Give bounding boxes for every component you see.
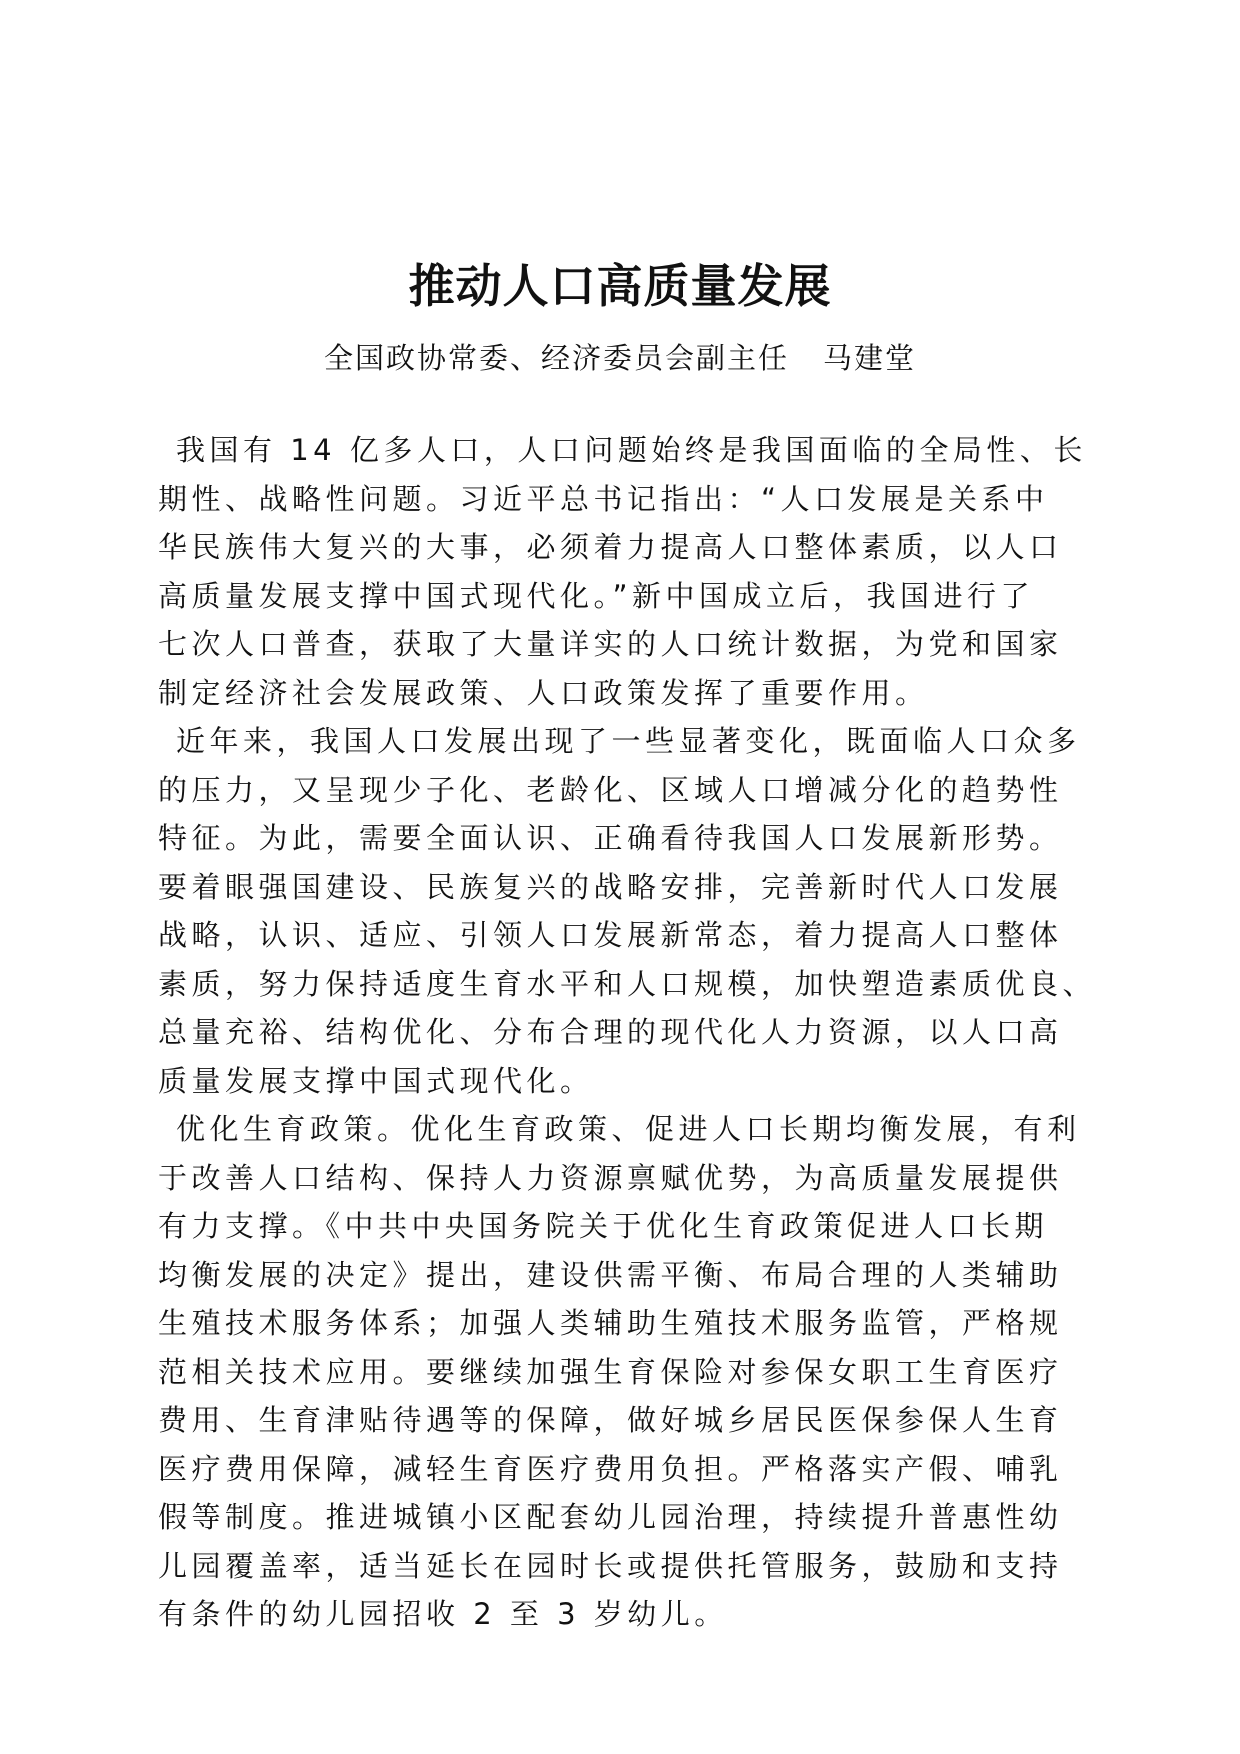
text-line: 生殖技术服务体系；加强人类辅助生殖技术服务监管，严格规	[158, 1306, 1063, 1340]
paragraph-1	[158, 426, 1087, 717]
paragraph-2	[158, 717, 1097, 1105]
text-line: 高质量发展支撑中国式现代化。”新中国成立后，我国进行了	[158, 578, 1035, 613]
text-line: 医疗费用保障，减轻生育医疗费用负担。严格落实产假、哺乳	[158, 1451, 1063, 1486]
text-line: 有力支撑。《中共中央国务院关于优化生育政策促进人口长期	[158, 1209, 1049, 1243]
text-line: 有条件的幼儿园招收 2 至 3 岁幼儿。	[158, 1597, 728, 1631]
text-line: 制定经济社会发展政策、人口政策发挥了重要作用。	[158, 675, 929, 710]
text-line: 儿园覆盖率，适当延长在园时长或提供托管服务，鼓励和支持	[158, 1548, 1063, 1583]
text-line: 的压力，又呈现少子化、老龄化、区域人口增减分化的趋势性	[158, 772, 1063, 807]
author-name: 马建堂	[823, 341, 917, 375]
text-line: 均衡发展的决定》提出，建设供需平衡、布局合理的人类辅助	[158, 1257, 1063, 1292]
text-line: 近年来，我国人口发展出现了一些显著变化，既面临人口众多	[176, 724, 1081, 758]
text-line: 于改善人口结构、保持人力资源禀赋优势，为高质量发展提供	[158, 1160, 1063, 1195]
article-body	[158, 426, 1097, 1639]
text-line: 优化生育政策。优化生育政策、促进人口长期均衡发展，有利	[176, 1112, 1081, 1146]
author-byline	[0, 338, 1240, 378]
text-line: 假等制度。推进城镇小区配套幼儿园治理，持续提升普惠性幼	[158, 1500, 1063, 1534]
text-line: 我国有 14 亿多人口，人口问题始终是我国面临的全局性、长	[176, 433, 1087, 467]
text-line: 要着眼强国建设、民族复兴的战略安排，完善新时代人口发展	[158, 869, 1063, 904]
text-line: 华民族伟大复兴的大事，必须着力提高人口整体素质，以人口	[158, 530, 1063, 564]
text-line: 战略，认识、适应、引领人口发展新常态，着力提高人口整体	[158, 918, 1063, 952]
text-line: 总量充裕、结构优化、分布合理的现代化人力资源，以人口高	[158, 1015, 1063, 1049]
text-line: 期性、战略性问题。习近平总书记指出：“人口发展是关系中	[158, 481, 1049, 516]
text-line: 素质，努力保持适度生育水平和人口规模，加快塑造素质优良、	[158, 966, 1097, 1001]
text-line: 质量发展支撑中国式现代化。	[158, 1063, 594, 1098]
text-line: 七次人口普查，获取了大量详实的人口统计数据，为党和国家	[158, 627, 1063, 661]
text-line: 范相关技术应用。要继续加强生育保险对参保女职工生育医疗	[158, 1354, 1063, 1389]
text-line: 费用、生育津贴待遇等的保障，做好城乡居民医保参保人生育	[158, 1403, 1063, 1437]
paragraph-3	[158, 1105, 1080, 1639]
author-position: 全国政协常委、经济委员会副主任	[323, 341, 789, 375]
text-line: 特征。为此，需要全面认识、正确看待我国人口发展新形势。	[158, 821, 1063, 855]
article-title: 推动人口高质量发展	[408, 259, 832, 313]
